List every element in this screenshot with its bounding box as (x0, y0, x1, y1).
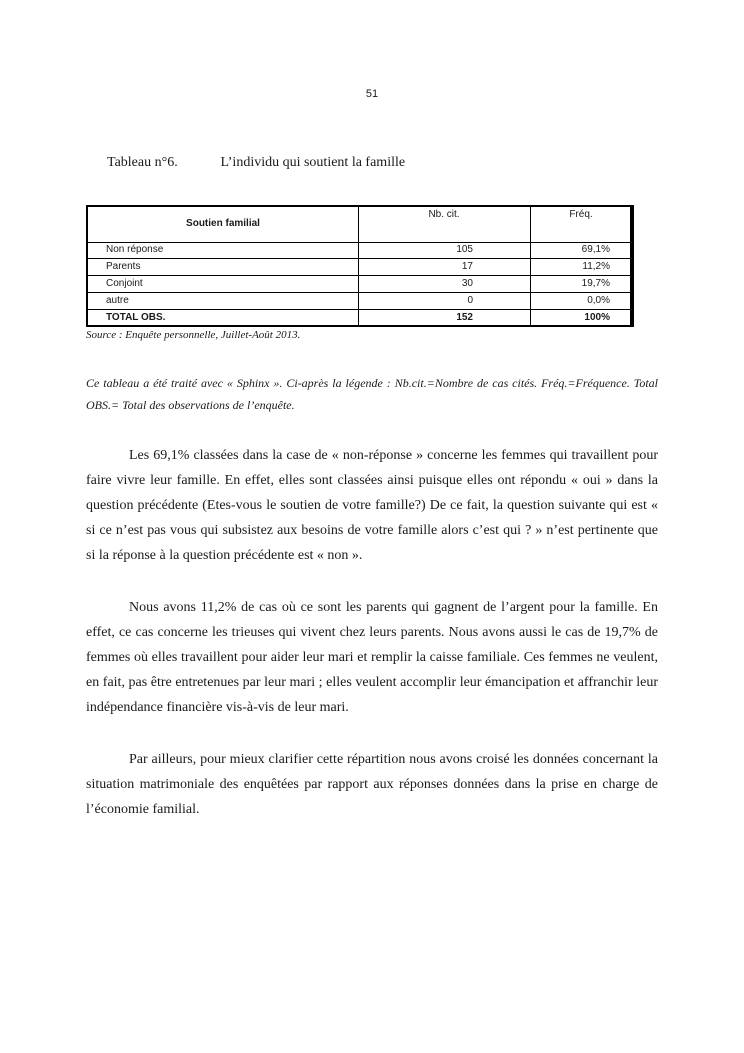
row-nb: 152 (456, 312, 473, 323)
table-row (88, 242, 630, 259)
table-row (88, 276, 630, 293)
body-paragraph: Les 69,1% classées dans la case de « non-réponse » concerne les femmes qui travaillent pour faire vivre leur famille. En effet, elles sont classées ainsi puisque elles ont répondu « oui » dans la question précédente (Etes-vous le soutien de votre famille?) De ce fait, la question suivante qui est « si ce n’est pas vous qui subsistez aux besoins de votre famille alors c’est qui ? » n’est pertinente que si la réponse à la question précédente est « non ». (86, 448, 658, 563)
table-row-total (88, 310, 630, 327)
header-soutien: Soutien familial (186, 218, 260, 229)
row-nb: 0 (467, 295, 473, 306)
table-source: Source : Enquête personnelle, Juillet-Août 2013. (86, 329, 301, 341)
row-label: TOTAL OBS. (106, 312, 166, 323)
row-label: Conjoint (106, 278, 143, 289)
row-freq: 19,7% (581, 278, 610, 289)
row-freq: 69,1% (581, 244, 610, 255)
row-freq: 0,0% (587, 295, 610, 306)
table-caption (107, 155, 405, 171)
row-freq: 11,2% (582, 261, 610, 272)
header-freq: Fréq. (569, 209, 593, 220)
table-header (88, 207, 630, 243)
row-nb: 17 (461, 261, 473, 272)
body-paragraph: Nous avons 11,2% de cas où ce sont les parents qui gagnent de l’argent pour la famille. En effet, ce cas concerne les trieuses qui vivent chez leurs parents. Nous avons aussi le cas de 19,7% de femmes où elles travaillent pour aider leur mari et remplir la caisse familiale. Ces femmes ne veulent, en fait, pas être entretenues par leur mari ; elles veulent accomplir leur émancipation et affranchir leur indépendance financière vis-à-vis de leur mari. (86, 600, 658, 715)
row-nb: 105 (456, 244, 473, 255)
table-row (88, 259, 630, 276)
table-label: Tableau n°6. (107, 155, 178, 170)
row-freq: 100% (584, 312, 610, 323)
row-label: Parents (106, 261, 141, 272)
row-label: autre (106, 295, 129, 306)
page-number: 51 (365, 88, 379, 100)
header-nb-cit: Nb. cit. (428, 209, 460, 220)
row-label: Non réponse (106, 244, 164, 255)
row-nb: 30 (461, 278, 473, 289)
body-paragraph: Par ailleurs, pour mieux clarifier cette répartition nous avons croisé les données concernant la situation matrimoniale des enquêtées par rapport aux réponses données dans la prise en charge de l’économie familial. (86, 752, 658, 817)
table-legend: Ce tableau a été traité avec « Sphinx ». Ci-après la légende : Nb.cit.=Nombre de cas cités. Fréq.=Fréquence. Total OBS.= Total des observations de l’enquête. (86, 376, 658, 412)
table-row (88, 293, 630, 310)
data-table (86, 205, 634, 327)
table-title: L’individu qui soutient la famille (220, 155, 406, 170)
